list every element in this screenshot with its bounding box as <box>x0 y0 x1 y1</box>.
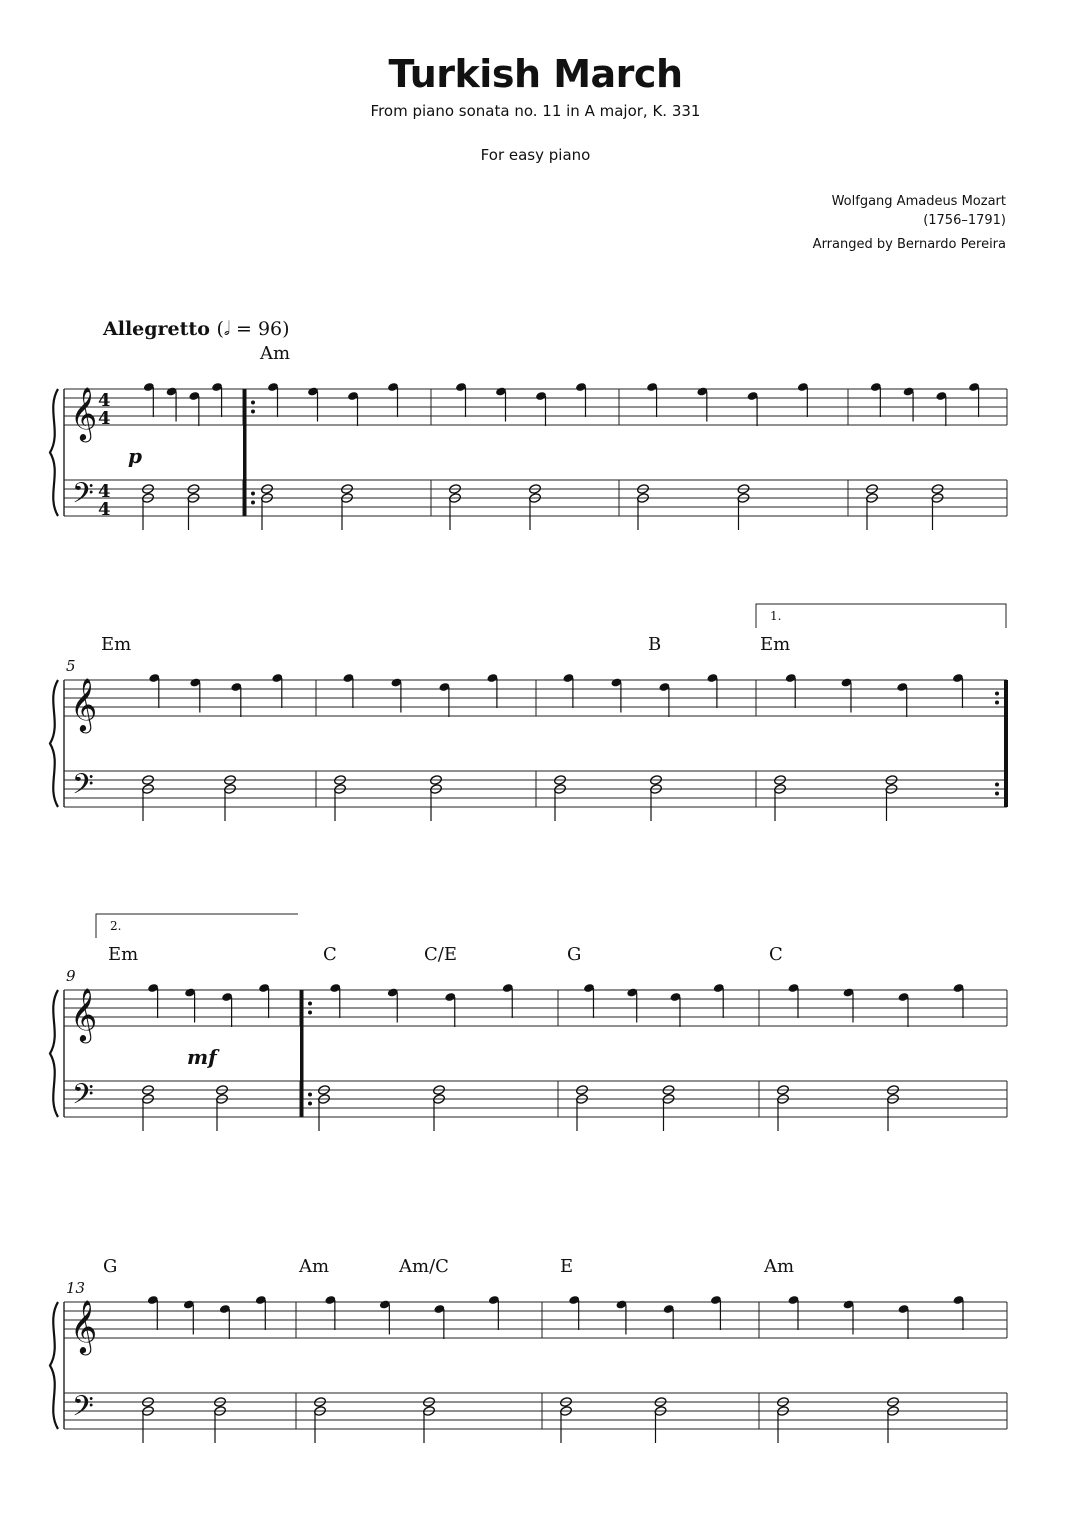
repeat-dot <box>308 1002 312 1006</box>
chord-symbol: G <box>103 1256 118 1277</box>
time-signature-digit: 4 <box>98 408 111 429</box>
repeat-dot <box>251 492 255 496</box>
repeat-dot <box>308 1011 312 1015</box>
tempo-text: Allegretto <box>103 318 210 340</box>
treble-clef-icon: 𝄞 <box>70 677 98 731</box>
time-signature-digit: 4 <box>98 499 111 520</box>
time-signature-digit: 4 <box>98 390 111 411</box>
bass-clef-icon: 𝄢 <box>72 768 94 808</box>
dynamic-marking: mf <box>187 1045 217 1069</box>
chord-symbol: B <box>648 634 662 655</box>
repeat-start-thick-bar <box>300 990 304 1117</box>
time-signature-digit: 4 <box>98 481 111 502</box>
repeat-dot <box>995 701 999 705</box>
chord-symbol: E <box>560 1256 574 1277</box>
repeat-dot <box>995 692 999 696</box>
chord-symbol: Am/C <box>399 1256 449 1277</box>
page-title: Turkish March <box>388 52 683 96</box>
repeat-dot <box>995 792 999 796</box>
arrangement-note: For easy piano <box>480 146 591 164</box>
volta-bracket <box>756 604 1006 628</box>
repeat-end-thick-bar <box>1004 680 1008 807</box>
metronome-mark: (𝅗𝅥 = 96) <box>216 318 290 340</box>
system-3 <box>50 914 1007 1131</box>
repeat-dot <box>251 410 255 414</box>
system-4 <box>50 1295 1007 1443</box>
system-1 <box>50 382 1007 530</box>
subtitle: From piano sonata no. 11 in A major, K. 331 <box>370 102 701 120</box>
composer-name: Wolfgang Amadeus Mozart <box>831 194 1006 209</box>
repeat-dot <box>251 401 255 405</box>
repeat-dot <box>251 501 255 505</box>
repeat-dot <box>995 783 999 787</box>
chord-symbol: Am <box>260 343 291 364</box>
volta-label: 2. <box>110 919 122 933</box>
chord-symbol: Am <box>764 1256 795 1277</box>
volta-bracket <box>96 914 298 938</box>
brace-icon <box>50 1302 58 1429</box>
repeat-dot <box>308 1102 312 1106</box>
repeat-dot <box>308 1093 312 1097</box>
chord-symbol: C/E <box>424 944 457 965</box>
measure-number: 13 <box>66 1279 86 1297</box>
chord-symbol: Em <box>760 634 791 655</box>
brace-icon <box>50 990 58 1117</box>
brace-icon <box>50 680 58 807</box>
bass-clef-icon: 𝄢 <box>72 1078 94 1118</box>
arranger: Arranged by Bernardo Pereira <box>812 237 1006 252</box>
brace-icon <box>50 389 58 516</box>
dynamic-marking: p <box>128 444 142 468</box>
chord-symbol: Em <box>101 634 132 655</box>
chord-symbol: Em <box>108 944 139 965</box>
bass-clef-icon: 𝄢 <box>72 477 94 517</box>
composer-dates: (1756–1791) <box>923 213 1006 228</box>
treble-clef-icon: 𝄞 <box>70 987 98 1041</box>
volta-label: 1. <box>770 609 782 623</box>
chord-symbol: G <box>567 944 582 965</box>
bass-clef-icon: 𝄢 <box>72 1390 94 1430</box>
chord-symbol: Am <box>299 1256 330 1277</box>
treble-clef-icon: 𝄞 <box>70 386 98 440</box>
chord-symbol: C <box>769 944 783 965</box>
treble-clef-icon: 𝄞 <box>70 1299 98 1353</box>
measure-number: 9 <box>66 967 76 985</box>
measure-number: 5 <box>66 657 76 675</box>
system-2 <box>50 604 1008 821</box>
repeat-start-thick-bar <box>243 389 247 516</box>
chord-symbol: C <box>323 944 337 965</box>
